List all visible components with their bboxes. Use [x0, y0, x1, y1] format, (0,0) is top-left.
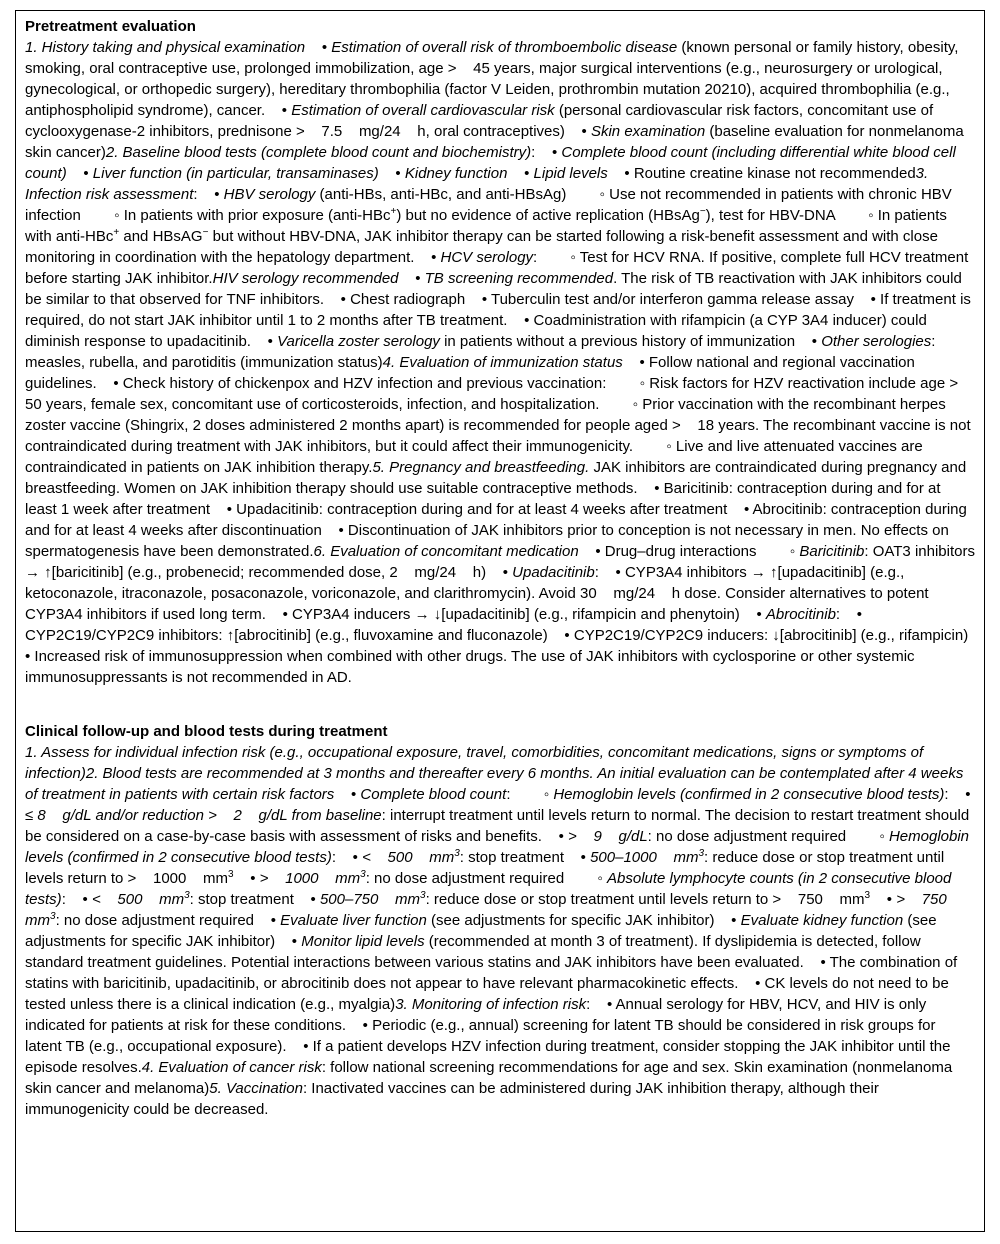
- section-title: Clinical follow-up and blood tests during treatment: [25, 723, 388, 740]
- section-followup: [25, 721, 975, 1120]
- guideline-table: [15, 10, 985, 1232]
- section-body: 1. Assess for individual infection risk (e.g., occupational exposure, travel, comorbidities, concomitant medications, signs or symptoms of infection)2. Blood tests are recommended at 3 months and thereafter every 6 months. An initial evaluation can be contemplated after 4 weeks of treatment in patients with certain risk factors • Complete blood count: ◦ Hemoglobin levels (confirmed in 2 consecutive blood tests): • ≤ 8 g/dL and/or reduction > 2 g/dL from baseline: interrupt treatment until levels return to normal. The decision to restart treatment should be considered on a case-by-case basis with assessment of risks and benefits. • > 9 g/dL: no dose adjustment required ◦ Hemoglobin levels (confirmed in 2 consecutive blood tests): • < 500 $mm^3$: stop treatment • 500–1000 $mm^3$: reduce dose or stop treatment until levels return to > 1000 $mm^3$ • > 1000 $mm^3$: no dose adjustment required ◦ Absolute lymphocyte counts (in 2 consecutive blood tests): • < 500 $mm^3$: stop treatment • 500–750 $mm^3$: reduce dose or stop treatment until levels return to > 750 $mm^3$ • > 750 $mm^3$: no dose adjustment required • Evaluate liver function (see adjustments for specific JAK inhibitor) • Evaluate kidney function (see adjustments for specific JAK inhibitor) • Monitor lipid levels (recommended at month 3 of treatment). If dyslipidemia is detected, follow standard treatment guidelines. Potential interactions between various statins and JAK inhibitors have been evaluated. • The combination of statins with baricitinib, upadacitinib, or abrocitinib does not appear to have relevant pharmacokinetic effects. • CK levels do not need to be tested unless there is a clinical indication (e.g., myalgia)3. Monitoring of infection risk: • Annual serology for HBV, HCV, and HIV is only indicated for patients at risk for these conditions. • Periodic (e.g., annual) screening for latent TB should be considered in risk groups for latent TB (e.g., occupational exposure). • If a patient develops HZV infection during treatment, consider stopping the JAK inhibitor until the episode resolves.4. Evaluation of cancer risk: follow national screening recommendations for age and sex. Skin examination (nonmelanoma skin cancer and melanoma)5. Vaccination: Inactivated vaccines can be administered during JAK inhibition therapy, although their immunogenicity could be decreased.: [25, 744, 975, 1118]
- section-pretreatment: [25, 16, 985, 688]
- section-title: Pretreatment evaluation: [25, 18, 196, 35]
- section-body: 1. History taking and physical examination • Estimation of overall risk of thromboembolic disease (known personal or family history, obesity, smoking, oral contraceptive use, prolonged immobilization, age > 45 years, major surgical interventions (e.g., neurosurgery or urological, gynecological, or orthopedic surgery), hereditary thrombophilia (factor V Leiden, prothrombin mutation 20210), acquired thrombophilia (e.g., antiphospholipid syndrome), cancer. • Estimation of overall cardiovascular risk (personal cardiovascular risk factors, concomitant use of cyclooxygenase-2 inhibitors, prednisone > 7.5 mg/24 h, oral contraceptives) • Skin examination (baseline evaluation for nonmelanoma skin cancer)2. Baseline blood tests (complete blood count and biochemistry): • Complete blood count (including differential white blood cell count) • Liver function (in particular, transaminases) • Kidney function • Lipid levels • Routine creatine kinase not recommended3. Infection risk assessment: • HBV serology (anti-HBs, anti-HBc, and anti-HBsAg) ◦ Use not recommended in patients with chronic HBV infection ◦ In patients with prior exposure (anti-HBc+) but no evidence of active replication (HBsAg−), test for HBV-DNA ◦ In patients with anti-HBc+ and HBsAG− but without HBV-DNA, JAK inhibitor therapy can be started following a risk-benefit assessment and with close monitoring in coordination with the hepatology department. • HCV serology: ◦ Test for HCV RNA. If positive, complete full HCV treatment before starting JAK inhibitor.HIV serology recommended • TB screening recommended. The risk of TB reactivation with JAK inhibitors could be similar to that observed for TNF inhibitors. • Chest radiograph • Tuberculin test and/or interferon gamma release assay • If treatment is required, do not start JAK inhibitor until 1 to 2 months after TB treatment. • Coadministration with rifampicin (a CYP 3A4 inducer) could diminish response to upadacitinib. • Varicella zoster serology in patients without a previous history of immunization • Other serologies: measles, rubella, and parotiditis (immunization status)4. Evaluation of immunization status • Follow national and regional vaccination guidelines. • Check history of chickenpox and HZV infection and previous vaccination: ◦ Risk factors for HZV reactivation include age > 50 years, female sex, concomitant use of corticosteroids, infection, and hospitalization. ◦ Prior vaccination with the recombinant herpes zoster vaccine (Shingrix, 2 doses administered 2 months apart) is recommended for people aged > 18 years. The recombinant vaccine is not contraindicated during treatment with JAK inhibitors, but it could affect their immunogenicity. ◦ Live and live attenuated vaccines are contraindicated in patients on JAK inhibition therapy.5. Pregnancy and breastfeeding. JAK inhibitors are contraindicated during pregnancy and breastfeeding. Women on JAK inhibition therapy should use suitable contraceptive methods. • Baricitinib: contraception during and for at least 1 week after treatment • Upadacitinib: contraception during and for at least 4 weeks after treatment • Abrocitinib: contraception during and for at least 4 weeks after discontinuation • Discontinuation of JAK inhibitors prior to conception is not necessary in men. No effects on spermatogenesis have been demonstrated.6. Evaluation of concomitant medication • Drug–drug interactions ◦ Baricitinib: OAT3 inhibitors → ↑[baricitinib] (e.g., probenecid; recommended dose, 2 mg/24 h) • Upadacitinib: • CYP3A4 inhibitors → ↑[upadacitinib] (e.g., ketoconazole, itraconazole, posaconazole, voriconazole, and clarithromycin). Avoid 30 mg/24 h dose. Consider alternatives to potent CYP3A4 inhibitors if used long term. • CYP3A4 inducers → ↓[upadacitinib] (e.g., rifampicin and phenytoin) • Abrocitinib: • CYP2C19/CYP2C9 inhibitors: ↑[abrocitinib] (e.g., fluvoxamine and fluconazole) • CYP2C19/CYP2C9 inducers: ↓[abrocitinib] (e.g., rifampicin) • Increased risk of immunosuppression when combined with other drugs. The use of JAK inhibitors with cyclosporine or other systemic immunosuppressants is not recommended in AD.: [25, 39, 985, 686]
